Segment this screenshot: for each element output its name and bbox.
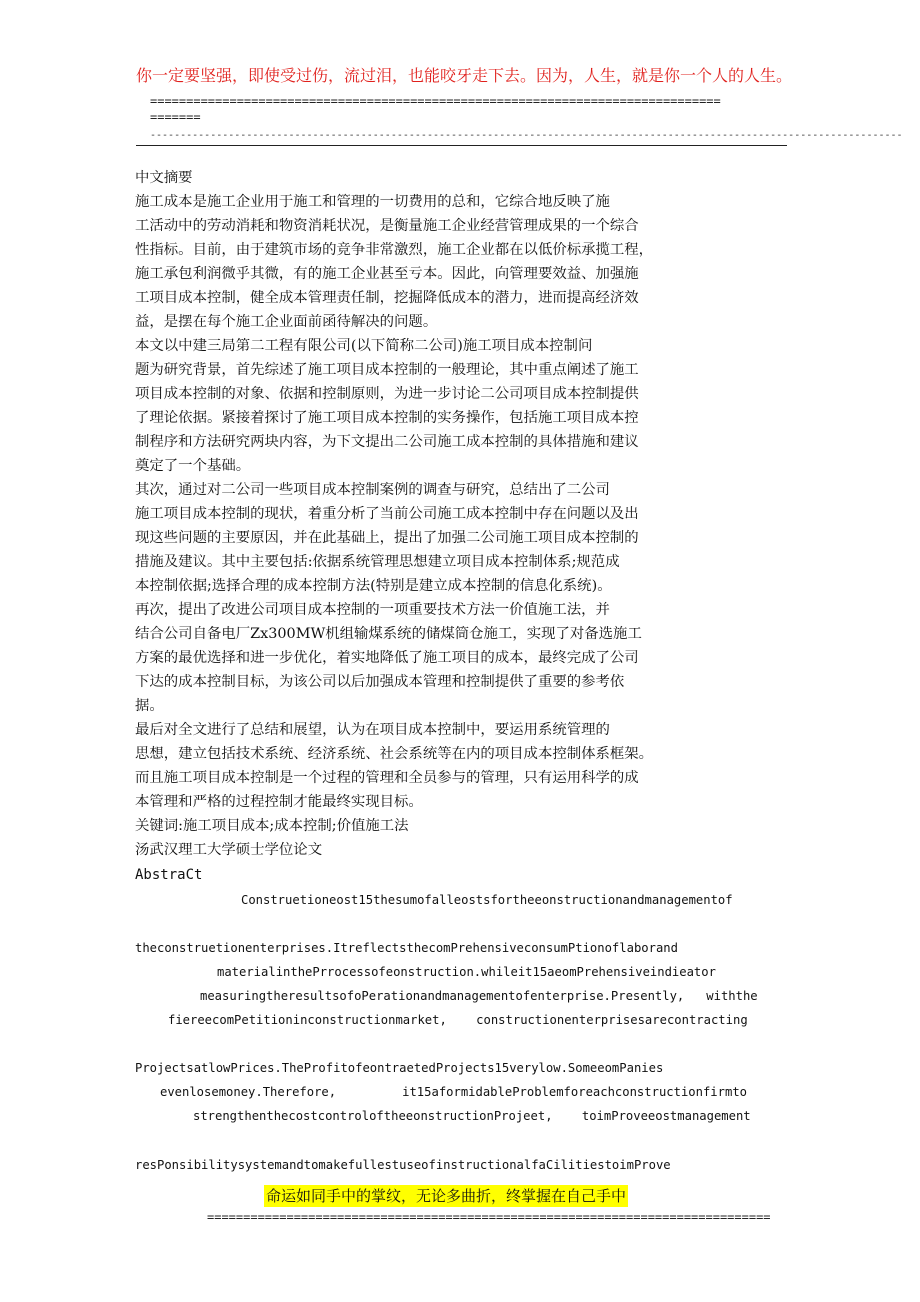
separator-dash-line: ----------------------------------------------------------------------------------------------------------------------------- (150, 130, 903, 141)
paragraph-line: 益，是摆在每个施工企业面前函待解决的问题。 (135, 314, 438, 330)
thesis-source-line: 汤武汉理工大学硕士学位论文 (135, 842, 323, 858)
abstract-line: strengthenthecostcontroloftheeonstructionProjeet, toimProveeostmanagement (193, 1109, 751, 1123)
paragraph-line: 其次，通过对二公司一些项目成本控制案例的调查与研究，总结出了二公司 (135, 482, 610, 498)
paragraph-line: 施工成本是施工企业用于施工和管理的一切费用的总和，它综合地反映了施 (135, 194, 610, 210)
keywords-line: 关键词:施工项目成本;成本控制;价值施工法 (135, 818, 409, 834)
paragraph-line: 了理论依据。紧接着探讨了施工项目成本控制的实务操作，包括施工项目成本控 (135, 410, 639, 426)
paragraph-line: 制程序和方法研究两块内容，为下文提出二公司施工成本控制的具体措施和建议 (135, 434, 639, 450)
paragraph-line: 工活动中的劳动消耗和物资消耗状况，是衡量施工企业经营管理成果的一个综合 (135, 218, 639, 234)
paragraph-line: 再次，提出了改进公司项目成本控制的一项重要技术方法一价值施工法，并 (135, 602, 610, 618)
separator-equals-line-continued: ======= (150, 110, 201, 124)
paragraph-line: 结合公司自备电厂Zx300MW机组输煤系统的储煤筒仓施工，实现了对备选施工 (135, 626, 642, 642)
paragraph-line: 方案的最优选择和进一步优化，着实地降低了施工项目的成本，最终完成了公司 (135, 650, 639, 666)
abstract-line: resPonsibilitysystemandtomakefullestuseofinstructionalfaCilitiestoimProve (135, 1158, 671, 1172)
paragraph-line: 本文以中建三局第二工程有限公司(以下简称二公司)施工项目成本控制问 (135, 338, 593, 354)
paragraph-line: 工项目成本控制，健全成本管理责任制，挖掘降低成本的潜力，进而提高经济效 (135, 290, 639, 306)
paragraph-line: 下达的成本控制目标，为该公司以后加强成本管理和控制提供了重要的参考依 (135, 674, 625, 690)
abstract-line: Construetioneost15thesumofalleostsfortheeonstructionandmanagementof (241, 893, 733, 907)
abstract-line: fiereecomPetitioninconstructionmarket, constructionenterprisesarecontracting (168, 1013, 748, 1027)
paragraph-line: 本管理和严格的过程控制才能最终实现目标。 (135, 794, 423, 810)
paragraph-line: 施工承包利润微乎其微，有的施工企业甚至亏本。因此，向管理要效益、加强施 (135, 266, 639, 282)
footer-separator-equals-line: ============================================================================== (207, 1210, 771, 1224)
abstract-line: evenlosemoney.Therefore, it15aformidableProblemforeachconstructionfirmto (160, 1085, 747, 1099)
paragraph-line: 而且施工项目成本控制是一个过程的管理和全员参与的管理，只有运用科学的成 (135, 770, 639, 786)
paragraph-line: 项目成本控制的对象、依据和控制原则，为进一步讨论二公司项目成本控制提供 (135, 386, 639, 402)
footer-quote: 命运如同手中的掌纹，无论多曲折，终掌握在自己手中 (266, 1187, 627, 1205)
paragraph-line: 据。 (135, 698, 164, 714)
paragraph-line: 题为研究背景，首先综述了施工项目成本控制的一般理论，其中重点阐述了施工 (135, 362, 639, 378)
paragraph-line: 施工项目成本控制的现状，着重分析了当前公司施工成本控制中存在问题以及出 (135, 506, 639, 522)
paragraph-line: 性指标。目前，由于建筑市场的竞争非常激烈，施工企业都在以低价标承揽工程， (135, 242, 654, 258)
paragraph-line: 最后对全文进行了总结和展望，认为在项目成本控制中，要运用系统管理的 (135, 722, 610, 738)
abstract-line: measuringtheresultsofoPerationandmanagementofenterprise.Presently, withthe (200, 989, 758, 1003)
abstract-line: theconstruetionenterprises.ItreflectsthecomPrehensiveconsumPtionoflaborand (135, 941, 678, 955)
abstract-line: materialinthePrrocessofeonstruction.whileit15aeomPrehensiveindieator (217, 965, 716, 979)
header-rule (136, 145, 787, 146)
section-heading: 中文摘要 (135, 170, 193, 186)
separator-equals-line: =============================================================================== (150, 94, 721, 108)
paragraph-line: 措施及建议。其中主要包括:依据系统管理思想建立项目成本控制体系;规范成 (135, 554, 620, 570)
paragraph-line: 思想，建立包括技术系统、经济系统、社会系统等在内的项目成本控制体系框架。 (135, 746, 654, 762)
chinese-abstract (135, 166, 735, 862)
header-quote: 你一定要坚强，即使受过伤，流过泪，也能咬牙走下去。因为，人生，就是你一个人的人生。 (136, 66, 793, 85)
abstract-line: ProjectsatlowPrices.TheProfitofeontraetedProjects15verylow.SomeeomPanies (135, 1061, 664, 1075)
paragraph-line: 本控制依据;选择合理的成本控制方法(特别是建立成本控制的信息化系统)。 (135, 578, 612, 594)
paragraph-line: 现这些问题的主要原因，并在此基础上，提出了加强二公司施工项目成本控制的 (135, 530, 639, 546)
paragraph-line: 奠定了一个基础。 (135, 458, 251, 474)
abstract-title: AbstraCt (135, 867, 203, 883)
